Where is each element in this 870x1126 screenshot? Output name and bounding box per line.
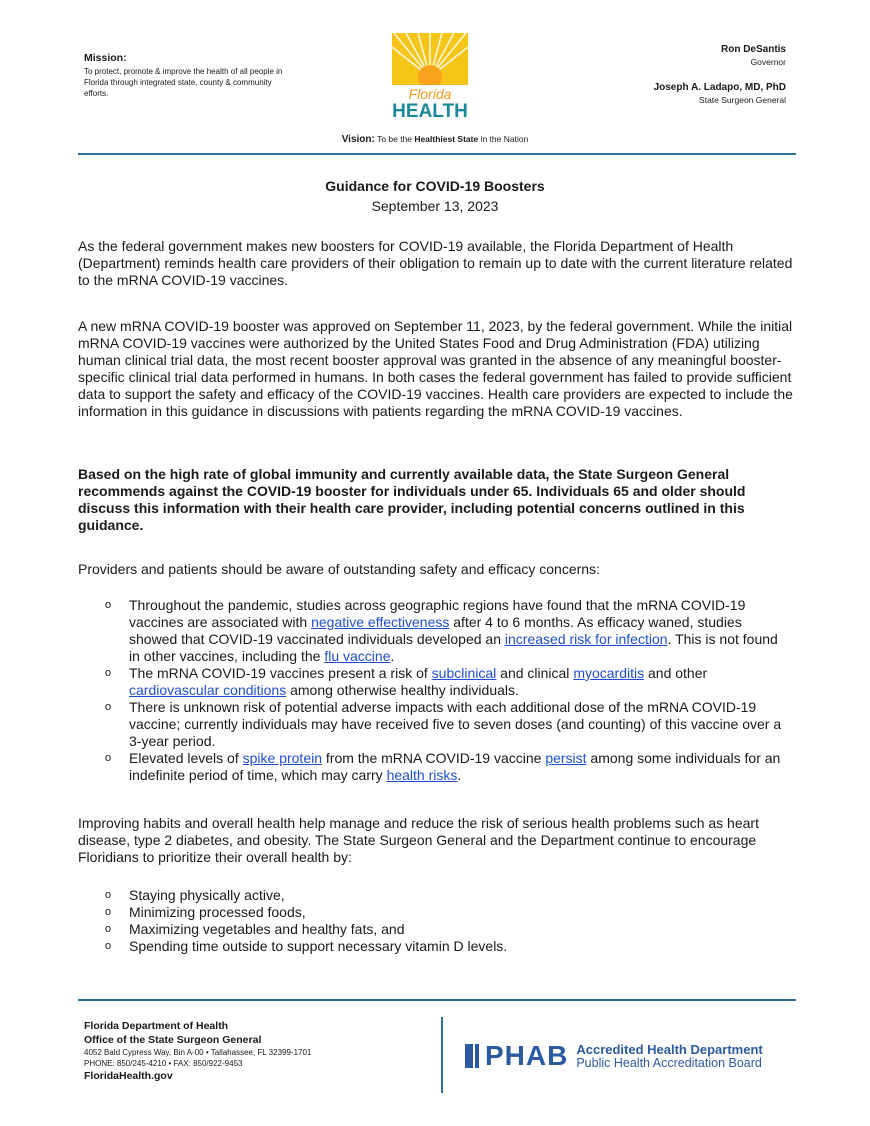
concerns-list [105, 597, 785, 784]
footer-website[interactable]: FloridaHealth.gov [84, 1070, 173, 1082]
footer-phone: PHONE: 850/245-4210 • FAX: 850/922-9453 [84, 1059, 243, 1068]
governor-title: Governor [750, 57, 786, 67]
vision-text-pre: To be the [377, 134, 413, 144]
surgeon-general-title: State Surgeon General [699, 95, 786, 105]
bullet-icon: o [105, 889, 112, 901]
phab-line-1: Accredited Health Department [576, 1041, 763, 1057]
list-item: o Throughout the pandemic, studies across geographic regions have found that the mRNA COVID-19 vaccines are associated with negative effectiveness after 4 to 6 months. As efficacy waned, studies showed that COVID-19 vaccinated individuals developed an increased risk for infection. This is not found in other vaccines, including the flu vaccine. [105, 597, 778, 664]
mission-label: Mission: [84, 52, 127, 64]
governor-name: Ron DeSantis [720, 44, 786, 55]
list-item: o The mRNA COVID-19 vaccines present a risk of subclinical and clinical myocarditis and other cardiovascular conditions among otherwise healthy individuals. [105, 665, 708, 698]
mission-text: To protect, promote & improve the health of all people in Florida through integrated state, county & community efforts. [84, 67, 283, 98]
bullet-icon: o [105, 599, 112, 611]
list-item: o Staying physically active, [105, 887, 285, 903]
header-divider [78, 153, 796, 155]
bullet-icon: o [105, 752, 112, 764]
list-item: o There is unknown risk of potential adverse impacts with each additional dose of the mRNA COVID-19 vaccine; currently individuals may have received five to seven doses (and counting) of this vaccine over a 3-year period. [105, 699, 782, 749]
footer-address: 4052 Bald Cypress Way, Bin A-00 • Tallahassee, FL 32399-1701 [84, 1048, 312, 1057]
bullet-icon: o [105, 701, 112, 713]
list-item: o Elevated levels of spike protein from the mRNA COVID-19 vaccine persist among some individuals for an indefinite period of time, which may carry health risks. [105, 750, 781, 783]
approval-paragraph: A new mRNA COVID-19 booster was approved on September 11, 2023, by the federal government. While the initial mRNA COVID-19 vaccines were authorized by the United States Food and Drug Administration (FDA) utilizing human clinical trial data, the most recent booster approval was granted in the absence of any meaningful booster-specific clinical trial data performed in humans. In both cases the federal government has failed to provide sufficient data to support the safety and efficacy of the COVID-19 vaccines. Health care providers are expected to include the information in this guidance in discussions with patients regarding the mRNA COVID-19 vaccines. [78, 318, 793, 419]
phab-bar-icon [465, 1044, 473, 1068]
bullet-icon: o [105, 906, 112, 918]
officials-block [526, 44, 786, 105]
phab-line-2: Public Health Accreditation Board [576, 1055, 762, 1070]
myocarditis-link[interactable]: myocarditis [573, 665, 645, 681]
footer-department: Florida Department of Health [84, 1020, 229, 1032]
spike-protein-link[interactable]: spike protein [242, 750, 323, 766]
vision-label: Vision: [341, 134, 375, 145]
footer-contact [84, 1019, 414, 1083]
intro-paragraph: As the federal government makes new boosters for COVID-19 available, the Florida Department of Health (Department) reminds health care providers of their obligation to remain up to date with the current literature related to the mRNA COVID-19 vaccines. [78, 238, 793, 288]
footer-divider-line [78, 999, 796, 1001]
logo-health-text: HEALTH [392, 101, 468, 121]
increased-risk-link[interactable]: increased risk for infection [504, 631, 668, 647]
phab-wordmark: PHAB [485, 1040, 569, 1071]
persist-link[interactable]: persist [545, 750, 587, 766]
habits-paragraph: Improving habits and overall health help manage and reduce the risk of serious health problems such as heart disease, type 2 diabetes, and obesity. The State Surgeon General and the Department continue to encourage Floridians to prioritize their overall health by: [78, 815, 759, 865]
list-item: o Maximizing vegetables and healthy fats, and [105, 921, 405, 937]
health-risks-link[interactable]: health risks [386, 767, 458, 783]
phab-bar-icon [475, 1044, 479, 1068]
document-title: Guidance for COVID-19 Boosters [325, 178, 545, 194]
florida-health-logo [392, 33, 468, 121]
recommendation-paragraph: Based on the high rate of global immunity and currently available data, the State Surgeon General recommends against the COVID-19 booster for individuals under 65. Individuals 65 and older should discuss this information with their health care provider, including potential concerns outlined in this guidance. [78, 466, 746, 533]
negative-effectiveness-link[interactable]: negative effectiveness [311, 614, 450, 630]
subclinical-link[interactable]: subclinical [431, 665, 497, 681]
mission-block [84, 52, 284, 99]
flu-vaccine-link[interactable]: flu vaccine [324, 648, 391, 664]
logo-florida-text: Florida [408, 86, 452, 102]
vision-statement [0, 134, 870, 145]
habits-list [105, 887, 785, 955]
phab-logo [465, 1039, 763, 1073]
list-item: o Minimizing processed foods, [105, 904, 306, 920]
bullet-icon: o [105, 923, 112, 935]
bullet-icon: o [105, 940, 112, 952]
vision-text-post: in the Nation [480, 134, 529, 144]
cardiovascular-conditions-link[interactable]: cardiovascular conditions [129, 682, 287, 698]
list-item: o Spending time outside to support necessary vitamin D levels. [105, 938, 508, 954]
bullet-icon: o [105, 667, 112, 679]
document-date: September 13, 2023 [371, 198, 499, 214]
vision-highlight: Healthiest State [414, 134, 479, 144]
surgeon-general-name: Joseph A. Ladapo, MD, PhD [653, 82, 786, 93]
phab-subtitle [576, 1043, 762, 1070]
concerns-intro: Providers and patients should be aware of outstanding safety and efficacy concerns: [78, 561, 600, 577]
footer-office: Office of the State Surgeon General [84, 1034, 262, 1046]
footer-vertical-divider [441, 1017, 443, 1093]
